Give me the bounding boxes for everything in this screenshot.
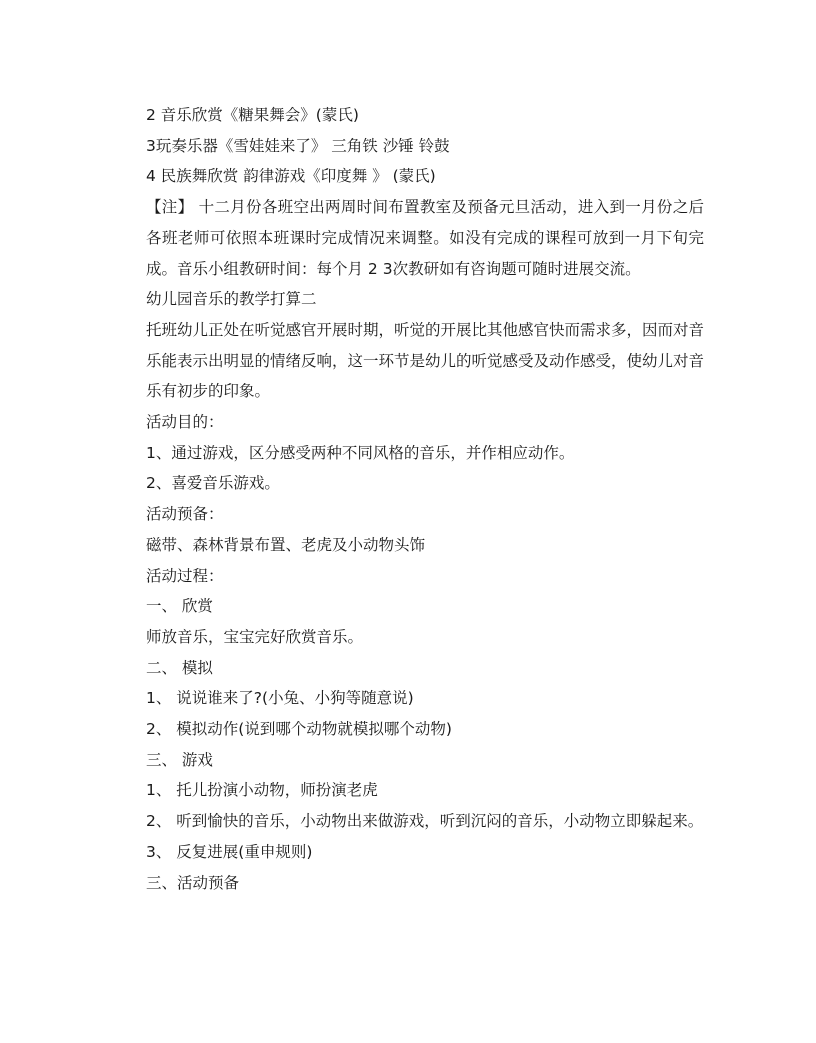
heading-activity-process: 活动过程：: [146, 566, 224, 585]
paragraph-note: 【注】 十二月份各班空出两周时间布置教室及预备元旦活动，进入到一月份之后各班老师可依照本班课时完成情况来调整。如没有完成的课程可放到一月下旬完成。音乐小组教研时间：每个月 2 3次教研如有咨询题可随时进展交流。: [146, 198, 704, 278]
list-item-game-3: 3、 反复进展(重申规则): [146, 842, 313, 861]
list-item-game-2: 2、 听到愉快的音乐，小动物出来做游戏，听到沉闷的音乐，小动物立即躲起来。: [146, 812, 704, 831]
paragraph-prep-materials: 磁带、森林背景布置、老虎及小动物头饰: [146, 535, 426, 554]
heading-activity-prep: 活动预备：: [146, 505, 224, 524]
paragraph-folk-dance: 4 民族舞欣赏 韵律游戏《印度舞 》 (蒙氏): [146, 167, 436, 186]
paragraph-music-appreciation: 2 音乐欣赏《糖果舞会》(蒙氏): [146, 106, 359, 124]
paragraph-play-music: 师放音乐，宝宝完好欣赏音乐。: [146, 627, 364, 646]
step-heading-imitate: 二、 模拟: [146, 658, 213, 677]
step-heading-game: 三、 游戏: [146, 750, 213, 769]
document-body: [114, 100, 704, 898]
list-item-imitate-2: 2、 模拟动作(说到哪个动物就模拟哪个动物): [146, 720, 452, 739]
list-item-goal-1: 1、通过游戏，区分感受两种不同风格的音乐，并作相应动作。: [146, 443, 575, 462]
paragraph-intro: 托班幼儿正处在听觉感官开展时期，听觉的开展比其他感官快而需求多，因而对音乐能表示出明显的情绪反响，这一环节是幼儿的听觉感受及动作感受，使幼儿对音乐有初步的印象。: [146, 320, 705, 401]
section-heading-plan-two: 幼儿园音乐的教学打算二: [146, 290, 317, 309]
list-item-imitate-1: 1、 说说谁来了?(小兔、小狗等随意说): [146, 689, 414, 708]
paragraph-instrument-play: 3玩奏乐器《雪娃娃来了》 三角铁 沙锤 铃鼓: [146, 136, 450, 155]
section-heading-activity-prep: 三、活动预备: [146, 873, 240, 892]
list-item-game-1: 1、 托儿扮演小动物，师扮演老虎: [146, 781, 378, 800]
list-item-goal-2: 2、喜爱音乐游戏。: [146, 474, 280, 493]
step-heading-appreciate: 一、 欣赏: [146, 597, 213, 616]
heading-activity-goal: 活动目的：: [146, 413, 224, 432]
